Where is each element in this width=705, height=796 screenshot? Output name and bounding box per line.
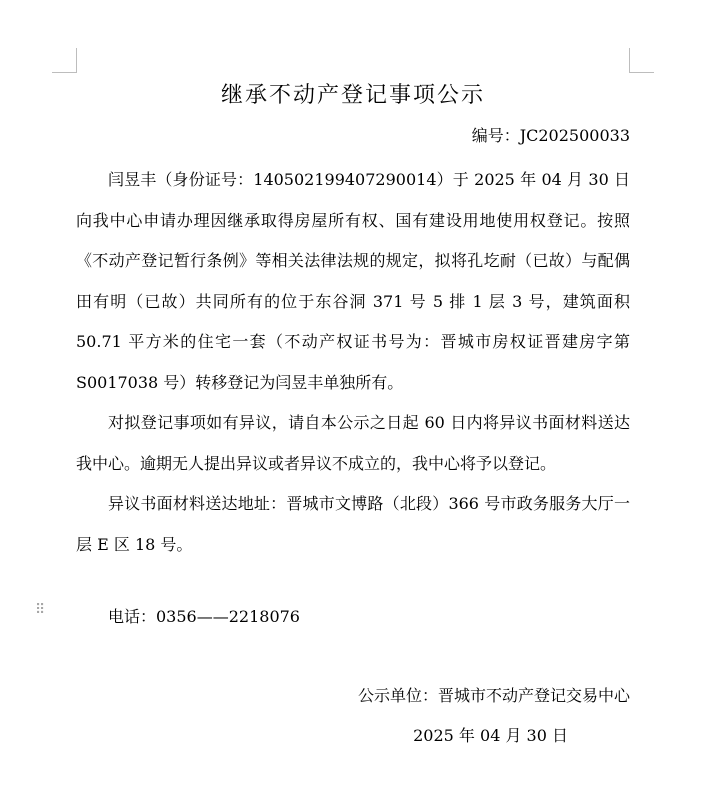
publisher-name: 公示单位：晋城市不动产登记交易中心 xyxy=(357,686,630,705)
document-body xyxy=(76,160,630,565)
drag-handle-icon[interactable]: ⠿ xyxy=(35,602,46,618)
paragraph-objection-address: 异议书面材料送达地址：晋城市文博路（北段）366 号市政务服务大厅一层 E 区 18 号。 xyxy=(76,494,630,554)
top-right-margin-mark xyxy=(629,48,654,73)
paragraph-announcement: 闫昱丰（身份证号：140502199407290014）于 2025 年 04 月 30 日向我中心申请办理因继承取得房屋所有权、国有建设用地使用权登记。按照《不动产登记暂行条例》等相关法律法规的规定，拟将孔圪耐（已故）与配偶田有明（已故）共同所有的位于东谷洞 371 号 5 排 1 层 3 号，建筑面积 50.71 平方米的住宅一套（不动产权证书号为：晋城市房权证晋建房字第 S0017038 号）转移登记为闫昱丰单独所有。 xyxy=(76,170,630,392)
document-number: 编号：JC202500033 xyxy=(471,126,630,145)
contact-phone: 电话：0356——2218076 xyxy=(108,607,300,626)
top-left-margin-mark xyxy=(52,48,77,73)
paragraph-objection-notice: 对拟登记事项如有异议，请自本公示之日起 60 日内将异议书面材料送达我中心。逾期无人提出异议或者异议不成立的，我中心将予以登记。 xyxy=(76,413,630,473)
publish-date: 2025 年 04 月 30 日 xyxy=(413,726,568,745)
document-title: 继承不动产登记事项公示 xyxy=(220,83,485,108)
